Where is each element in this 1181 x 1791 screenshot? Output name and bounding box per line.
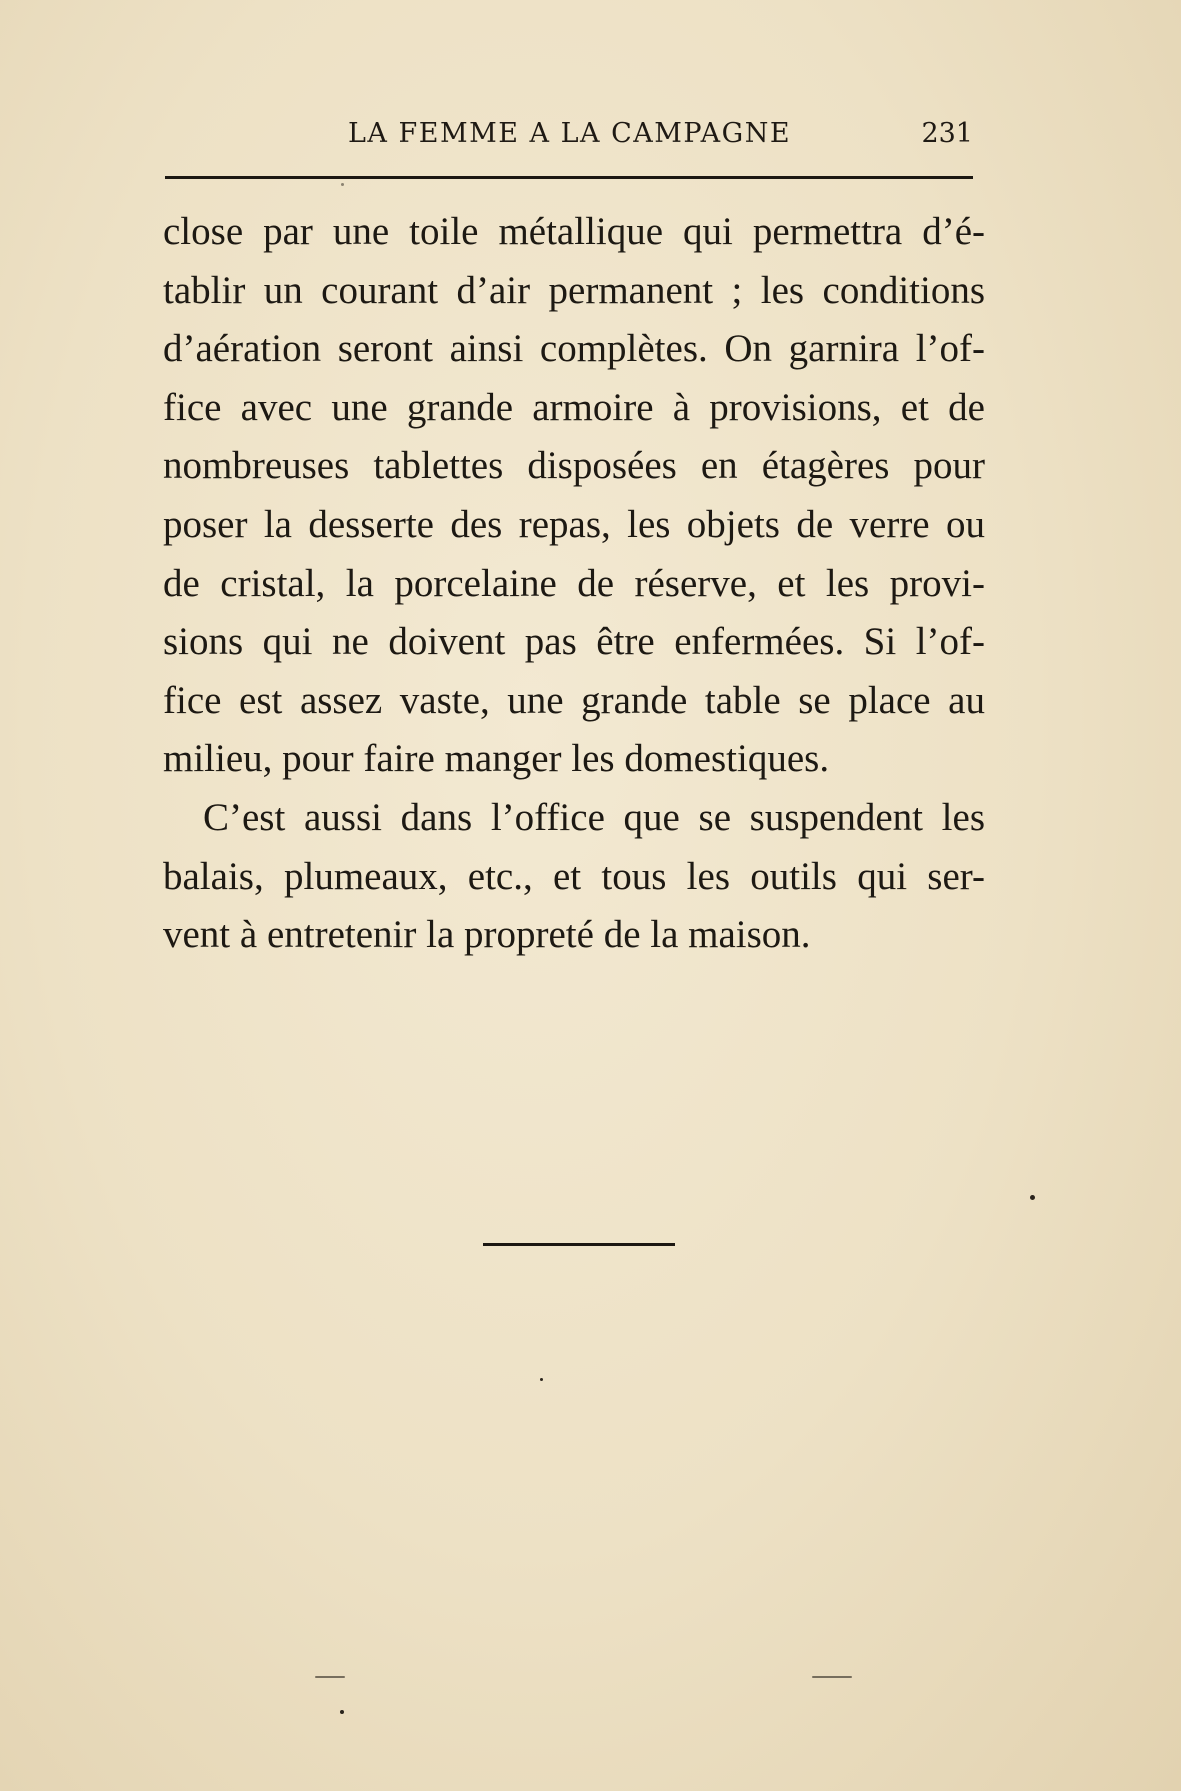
paragraph: [163, 203, 985, 789]
paper-speck: [1030, 1195, 1035, 1200]
paper-speck: [540, 1378, 543, 1381]
text-line: close par une toile métallique qui permettra d’é-: [163, 210, 985, 253]
paper-speck: [340, 1710, 344, 1714]
paper-speck: [812, 1676, 852, 1678]
text-line: de cristal, la porcelaine de réserve, et les provi-: [163, 561, 985, 605]
paper-speck: [315, 1676, 345, 1678]
text-line: C’est aussi dans l’office que se suspendent les: [203, 795, 985, 839]
text-line: tablir un courant d’air permanent ; les conditions: [163, 268, 985, 312]
body-text: [163, 203, 985, 965]
text-line: d’aération seront ainsi complètes. On garnira l’of-: [163, 327, 985, 371]
running-title: LA FEMME A LA CAMPAGNE: [348, 118, 792, 149]
page-header: [165, 110, 975, 160]
text-line: poser la desserte des repas, les objets de verre ou: [163, 502, 985, 546]
page-number: 231: [921, 118, 973, 149]
text-line: balais, plumeaux, etc., et tous les outils qui ser-: [163, 854, 985, 898]
section-end-rule: [483, 1243, 675, 1246]
paragraph: [163, 789, 985, 965]
text-line: nombreuses tablettes disposées en étagères pour: [163, 444, 985, 488]
text-line: vent à entretenir la propreté de la maison.: [163, 913, 811, 957]
header-rule: [165, 176, 973, 179]
text-line: fice est assez vaste, une grande table se place au: [163, 678, 985, 722]
text-line: fice avec une grande armoire à provisions, et de: [163, 385, 985, 429]
paper-speck: [341, 183, 344, 186]
text-line: sions qui ne doivent pas être enfermées. Si l’of-: [163, 620, 985, 664]
text-line: milieu, pour faire manger les domestiques.: [163, 737, 830, 781]
